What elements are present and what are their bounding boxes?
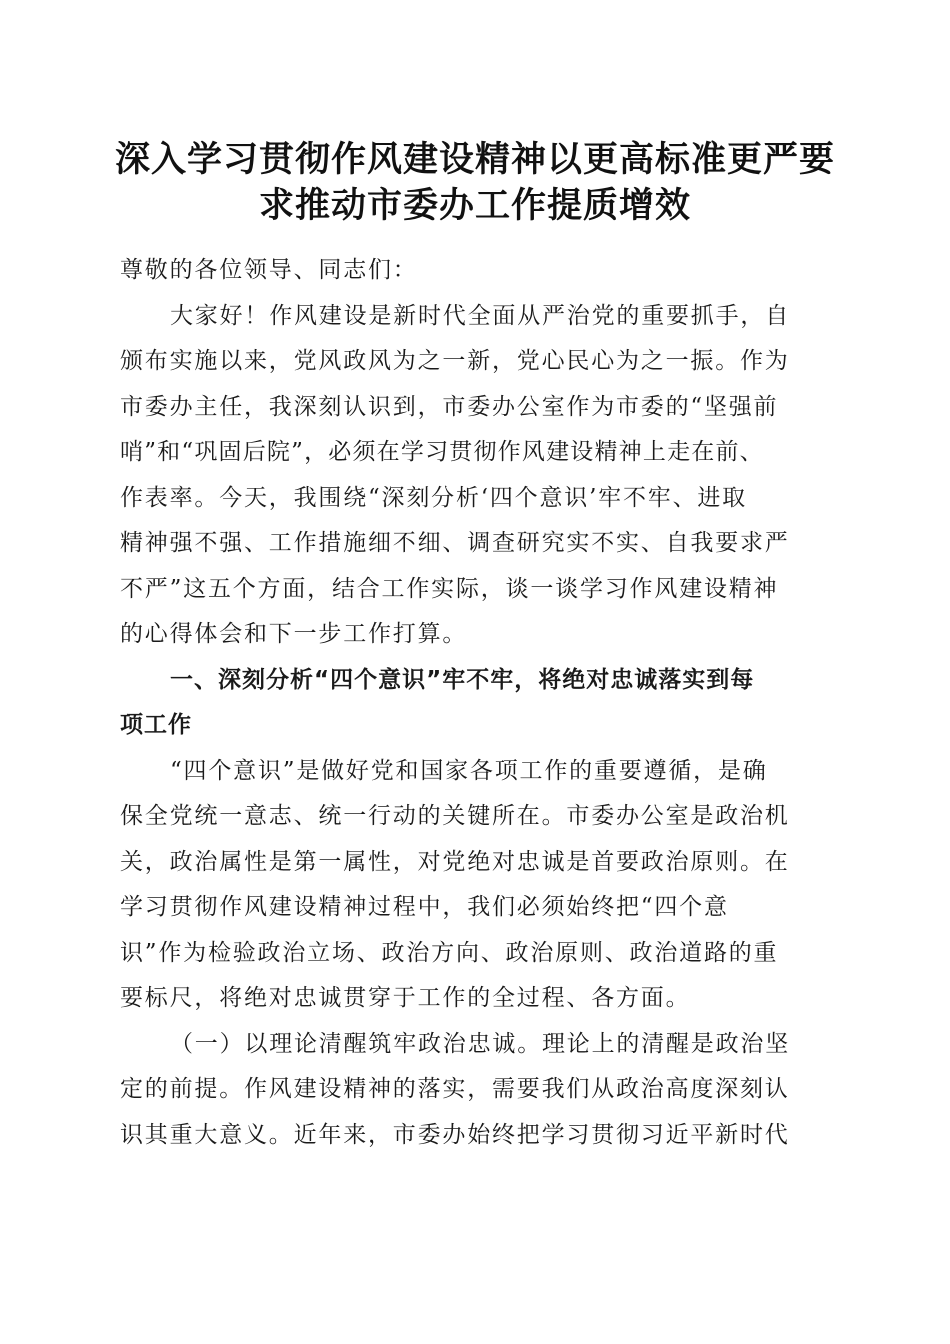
document-title-line-1: 深入学习贯彻作风建设精神以更高标准更严要 [114,139,835,180]
section-paragraph-line: “四个意识”是做好党和国家各项工作的重要遵循，是确 [170,757,768,784]
subsection-text: 理论上的清醒是政治坚 [542,1030,790,1057]
section-paragraph-line: 关，政治属性是第一属性，对党绝对忠诚是首要政治原则。在 [120,848,790,875]
document-body [120,248,840,1158]
intro-paragraph-line: 市委办主任，我深刻认识到，市委办公室作为市委的“坚强前 [120,393,779,420]
intro-paragraph-line: 哨”和“巩固后院”，必须在学习贯彻作风建设精神上走在前、 [120,439,764,465]
section-heading-line: 一、深刻分析“四个意识”牢不牢，将绝对忠诚落实到每 [170,666,755,693]
subsection-paragraph-line: 识其重大意义。近年来，市委办始终把学习贯彻习近平新时代 [120,1121,790,1148]
salutation: 尊敬的各位领导、同志们： [120,257,418,283]
subsection-heading: （一）以理论清醒筑牢政治忠诚。 [170,1030,542,1057]
section-paragraph-line: 保全党统一意志、统一行动的关键所在。市委办公室是政治机 [120,803,790,829]
intro-paragraph-line: 作表率。今天，我围绕“深刻分析‘四个意识’牢不牢、进取 [120,484,747,511]
subsection-paragraph-line [120,1022,840,1068]
intro-paragraph-line: 精神强不强、工作措施细不细、调查研究实不实、自我要求严 [120,530,790,556]
intro-paragraph-line: 大家好！作风建设是新时代全面从严治党的重要抓手，自 [170,302,790,329]
section-paragraph-line: 要标尺，将绝对忠诚贯穿于工作的全过程、各方面。 [120,985,691,1011]
section-paragraph-line: 识”作为检验政治立场、政治方向、政治原则、政治道路的重 [120,939,779,966]
document-title-line-2: 求推动市委办工作提质增效 [258,185,691,226]
section-paragraph-line: 学习贯彻作风建设精神过程中，我们必须始终把“四个意 [120,894,729,920]
intro-paragraph-line: 的心得体会和下一步工作打算。 [120,621,468,647]
subsection-paragraph-line: 定的前提。作风建设精神的落实，需要我们从政治高度深刻认 [120,1076,790,1102]
intro-paragraph-line: 不严”这五个方面，结合工作实际，谈一谈学习作风建设精神 [120,575,779,602]
intro-paragraph-line: 颁布实施以来，党风政风为之一新，党心民心为之一振。作为 [120,348,790,374]
section-heading-line: 项工作 [120,712,192,738]
